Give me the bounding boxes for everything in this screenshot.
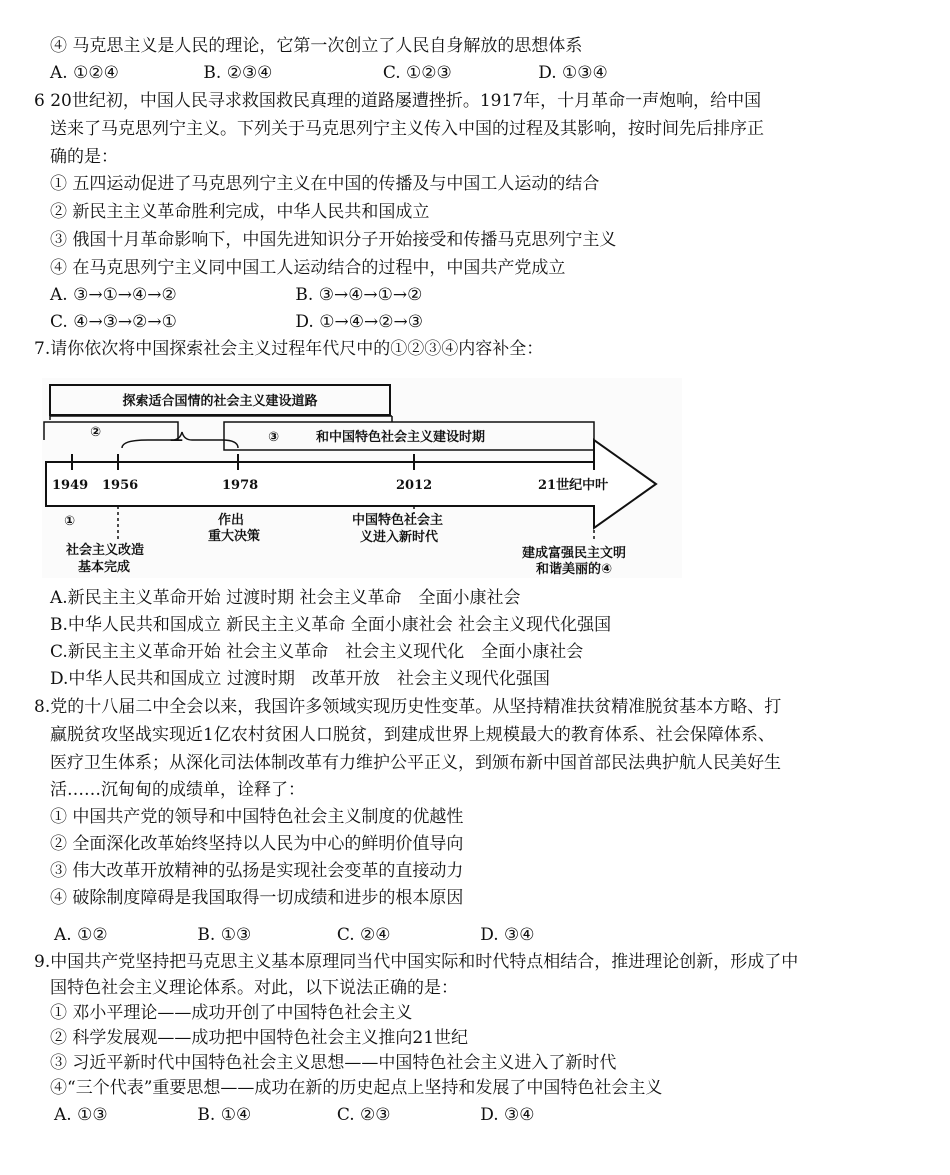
q8-stem-line-4: 活……沉甸甸的成绩单，诠释了： (50, 780, 305, 800)
q8-item-2: ② 全面深化改革始终坚持以人民为中心的鲜明价值导向 (50, 834, 464, 854)
year-1956: 1956 (102, 478, 139, 493)
q7-option-d[interactable]: D.中华人民共和国成立 过渡时期 改革开放 社会主义现代化强国 (50, 669, 550, 689)
blank-mark: — (170, 433, 183, 448)
q7-option-b[interactable]: B.中华人民共和国成立 新民主主义革命 全面小康社会 社会主义现代化强国 (50, 615, 612, 635)
timeline-figure (42, 378, 682, 578)
q8-item-1: ① 中国共产党的领导和中国特色社会主义制度的优越性 (50, 807, 464, 827)
q9-option-c[interactable]: C. ②③ (336, 1105, 391, 1125)
q6-stem-line-3: 确的是： (50, 147, 118, 167)
q6-options-row-2 (50, 310, 423, 334)
below-21c-line1: 建成富强民主文明 (522, 546, 627, 561)
year-1949: 1949 (52, 478, 89, 493)
q5-item-4: ④ 马克思主义是人民的理论，它第一次创立了人民自身解放的思想体系 (50, 36, 583, 56)
q7-stem: 7.请你依次将中国探索社会主义过程年代尺中的①②③④内容补全： (34, 339, 544, 359)
top-brace (50, 416, 392, 422)
q6-option-c[interactable]: C. ④→③→②→① (50, 312, 177, 332)
q9-option-a[interactable]: A. ①③ (54, 1105, 108, 1125)
q9-option-b[interactable]: B. ①④ (197, 1105, 252, 1125)
below-1978-line1: 作出 (218, 513, 245, 528)
q8-option-b[interactable]: B. ①③ (197, 925, 252, 945)
year-1978: 1978 (222, 478, 259, 493)
q9-stem-line-1: 9.中国共产党坚持把马克思主义基本原理同当代中国实际和时代特点相结合，推进理论创新，形成了中 (34, 952, 799, 972)
box2-bracket (44, 422, 178, 440)
year-2012: 2012 (396, 478, 433, 493)
q6-item-1: ① 五四运动促进了马克思列宁主义在中国的传播及与中国工人运动的结合 (50, 174, 600, 194)
q8-options (54, 923, 535, 947)
below-1949: ① (64, 514, 76, 529)
q8-item-3: ③ 伟大改革开放精神的弘扬是实现社会变革的直接动力 (50, 861, 464, 881)
q6-option-d[interactable]: D. ①→④→②→③ (295, 312, 423, 332)
q6-options-row-1 (50, 283, 422, 307)
q6-stem-line-1: 6 20世纪初，中国人民寻求救国救民真理的道路屡遭挫折。1917年，十月革命一声炮响，给中国 (34, 91, 762, 111)
q6-item-2: ② 新民主主义革命胜利完成，中华人民共和国成立 (50, 202, 430, 222)
q9-option-d[interactable]: D. ③④ (480, 1105, 535, 1125)
q5-option-b[interactable]: B. ②③④ (203, 63, 273, 83)
q9-item-1: ① 邓小平理论——成功开创了中国特色社会主义 (50, 1003, 413, 1023)
box3-number: ③ (268, 430, 280, 445)
q7-option-a[interactable]: A.新民主主义革命开始 过渡时期 社会主义革命 全面小康社会 (50, 588, 521, 608)
q8-option-c[interactable]: C. ②④ (336, 925, 391, 945)
below-1978-line2: 重大决策 (208, 529, 261, 544)
q9-options (54, 1103, 535, 1127)
q6-option-b[interactable]: B. ③→④→①→② (295, 285, 423, 305)
q8-option-a[interactable]: A. ①② (54, 925, 108, 945)
timeline-svg (42, 378, 682, 578)
q8-stem-line-3: 医疗卫生体系；从深化司法体制改革有力维护公平正义，到颁布新中国首部民法典护航人民美好生 (50, 753, 781, 773)
q8-stem-line-2: 赢脱贫攻坚战实现近1亿农村贫困人口脱贫，到建成世界上规模最大的教育体系、社会保障体系、 (50, 725, 775, 745)
q6-item-4: ④ 在马克思列宁主义同中国工人运动结合的过程中，中国共产党成立 (50, 258, 566, 278)
top-box-label: 探索适合国情的社会主义建设道路 (122, 394, 318, 409)
q9-stem-line-2: 国特色社会主义理论体系。对此，以下说法正确的是： (50, 978, 458, 998)
below-1956-line1: 社会主义改造 (66, 543, 145, 558)
box2-label: ② (90, 425, 102, 440)
below-2012-line1: 中国特色社会主 (352, 513, 444, 528)
q9-item-4: ④“三个代表”重要思想——成功在新的历史起点上坚持和发展了中国特色社会主义 (50, 1078, 663, 1098)
q7-option-c[interactable]: C.新民主主义革命开始 社会主义革命 社会主义现代化 全面小康社会 (50, 642, 584, 662)
q8-item-4: ④ 破除制度障碍是我国取得一切成绩和进步的根本原因 (50, 888, 464, 908)
q5-option-c[interactable]: C. ①②③ (382, 63, 452, 83)
below-21c-line2: 和谐美丽的④ (536, 562, 613, 577)
q5-option-d[interactable]: D. ①③④ (538, 63, 608, 83)
below-2012-line2: 义进入新时代 (360, 530, 439, 545)
box3-label: 和中国特色社会主义建设时期 (316, 430, 486, 445)
q8-stem-line-1: 8.党的十八届二中全会以来，我国许多领域实现历史性变革。从坚持精准扶贫精准脱贫基本方略、打 (34, 697, 782, 717)
below-1956-line2: 基本完成 (78, 560, 131, 575)
q9-item-2: ② 科学发展观——成功把中国特色社会主义推向21世纪 (50, 1028, 469, 1048)
q8-option-d[interactable]: D. ③④ (480, 925, 535, 945)
q5-options (50, 61, 608, 85)
q5-option-a[interactable]: A. ①②④ (50, 63, 119, 83)
q6-item-3: ③ 俄国十月革命影响下，中国先进知识分子开始接受和传播马克思列宁主义 (50, 230, 617, 250)
year-21c: 21世纪中叶 (538, 478, 609, 493)
q6-stem-line-2: 送来了马克思列宁主义。下列关于马克思列宁主义传入中国的过程及其影响，按时间先后排序正 (50, 119, 764, 139)
q9-item-3: ③ 习近平新时代中国特色社会主义思想——中国特色社会主义进入了新时代 (50, 1053, 617, 1073)
q6-option-a[interactable]: A. ③→①→④→② (50, 285, 177, 305)
